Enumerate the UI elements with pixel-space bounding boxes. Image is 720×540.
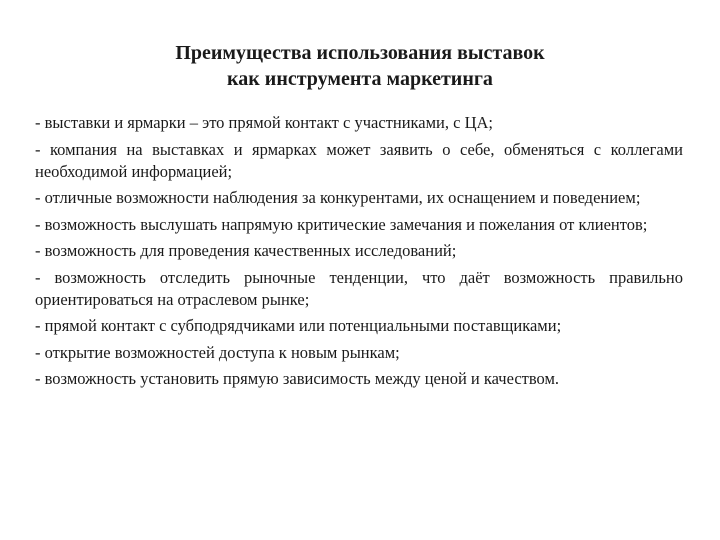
list-item: - возможность для проведения качественных исследований; [35, 241, 457, 260]
list-item: - возможность установить прямую зависимость между ценой и качеством. [35, 369, 560, 388]
list-item: - прямой контакт с субподрядчиками или потенциальными поставщиками; [35, 316, 562, 335]
advantages-list [35, 112, 683, 395]
slide-title [40, 40, 680, 92]
list-item: - открытие возможностей доступа к новым рынкам; [35, 342, 400, 362]
slide-title-line-1: Преимущества использования выставок [175, 42, 545, 64]
list-item: - возможность отследить рыночные тенденции, что даёт возможность правильно ориентироваться на отраслевом рынке; [35, 267, 683, 309]
slide-title-line-2: как инструмента маркетинга [227, 68, 493, 90]
list-item: - компания на выставках и ярмарках может заявить о себе, обменяться с коллегами необходимой информацией; [35, 139, 683, 181]
list-item: - возможность выслушать напрямую критические замечания и пожелания от клиентов; [35, 214, 648, 234]
list-item: - отличные возможности наблюдения за конкурентами, их оснащением и поведением; [35, 188, 641, 207]
list-item: - выставки и ярмарки – это прямой контакт с участниками, с ЦА; [35, 113, 493, 132]
